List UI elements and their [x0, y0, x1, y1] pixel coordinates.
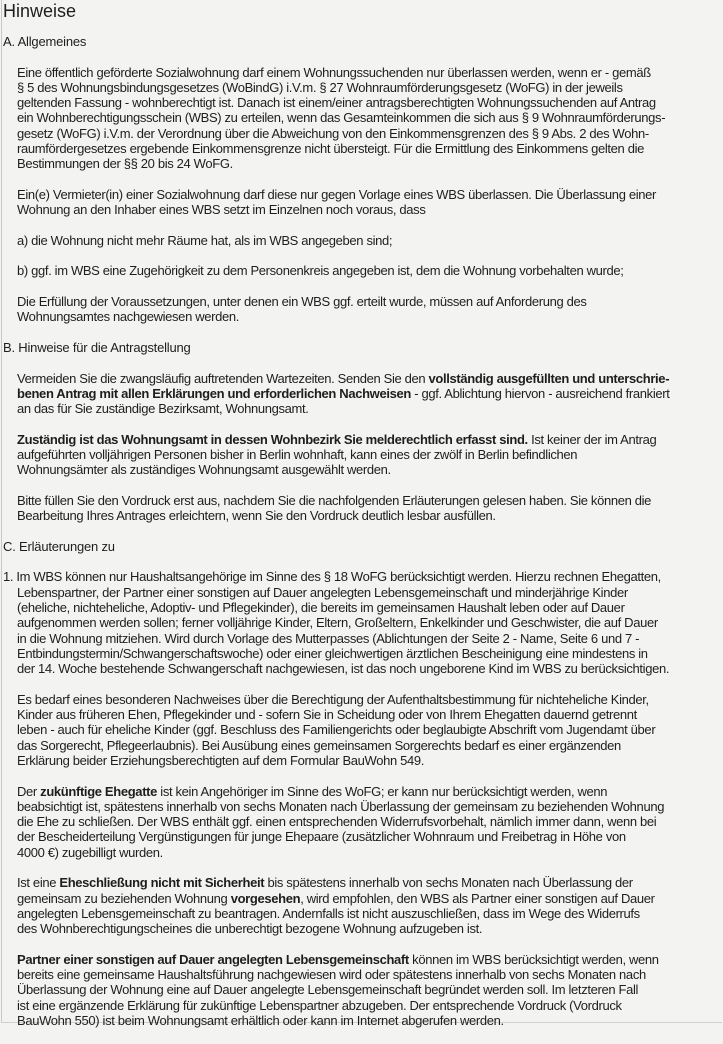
text-line	[0, 187, 723, 202]
bold-text: zukünftige Ehegatte	[40, 783, 158, 799]
text-line	[0, 447, 723, 462]
text-line	[0, 906, 723, 921]
text-line	[0, 386, 723, 401]
text-segment: Wohnungsamtes nachgewiesen werden.	[17, 309, 240, 325]
text-line	[0, 34, 723, 49]
paragraph	[0, 784, 723, 860]
text-segment: Ist keiner der im Antrag	[527, 431, 657, 447]
text-line	[0, 661, 723, 676]
text-segment: der 14. Woche bestehende Schwangerschaft nachgewiesen, ist das noch ungeborene Kind im WBS zu berücksichtigen.	[17, 661, 670, 677]
text-line	[0, 829, 723, 844]
text-line	[0, 799, 723, 814]
paragraph	[0, 875, 723, 936]
text-line	[0, 126, 723, 141]
text-line	[0, 921, 723, 936]
text-line	[0, 585, 723, 600]
text-segment: - ggf. Ablichtung hiervon - ausreichend frankiert	[410, 385, 670, 401]
text-line	[0, 95, 723, 110]
text-segment: a) die Wohnung nicht mehr Räume hat, als im WBS angegeben sind;	[17, 232, 393, 248]
text-segment: Die Erfüllung der Voraussetzungen, unter denen ein WBS ggf. erteilt wurde, müssen auf Anforderung des	[17, 294, 587, 310]
text-segment: bereits eine gemeinsame Haushaltsführung nachgewiesen wird oder spätestens innerhalb von sechs Monaten nach	[17, 967, 646, 983]
text-line	[0, 707, 723, 722]
paragraph	[0, 233, 723, 248]
text-segment: Kinder aus früheren Ehen, Pflegekinder und - sofern Sie in Scheidung oder von Ihrem Ehegatten dauernd getrennt	[17, 707, 637, 723]
text-line	[0, 508, 723, 523]
text-segment: Es bedarf eines besonderen Nachweises über die Berechtigung der Aufenthaltsbestimmung für nichteheliche Kinder,	[17, 691, 649, 707]
text-line	[0, 309, 723, 324]
text-segment: die Ehe zu schließen. Der WBS enthält ggf. einen entsprechenden Widerrufsvorbehalt, nämlich immer dann, wenn bei	[17, 814, 657, 830]
text-segment: raumfördergesetzes ergebende Einkommensgrenze nicht übersteigt. Für die Ermittlung des Einkommens gelten die	[17, 141, 644, 157]
text-segment: beabsichtigt ist, spätestens innerhalb von sechs Monaten nach Überlassung der gemeinsam zu beziehenden Wohnung	[17, 798, 665, 814]
text-line	[0, 294, 723, 309]
text-line	[0, 141, 723, 156]
text-segment: , wird empfohlen, den WBS als Partner einer sonstigen auf Dauer	[300, 890, 655, 906]
text-segment: 4000 €) zugebilligt wurden.	[17, 844, 163, 860]
paragraph	[0, 294, 723, 325]
text-line	[0, 784, 723, 799]
text-segment: Wohnungsämter als zuständiges Wohnungsamt ausgewählt werden.	[17, 462, 391, 478]
text-line	[0, 156, 723, 171]
text-segment: aufgenommen werden sollen; ferner volljährige Kinder, Eltern, Großeltern, Enkelkinder und Geschwister, die auf Dauer	[17, 615, 658, 631]
text-line	[0, 692, 723, 707]
text-segment: gemeinsam zu beziehenden Wohnung	[17, 890, 231, 906]
bold-text: Eheschließung nicht mit Sicherheit	[59, 875, 265, 891]
text-line	[0, 753, 723, 768]
text-segment: b) ggf. im WBS eine Zugehörigkeit zu dem Personenkreis angegeben ist, dem die Wohnung vorbehalten wurde;	[17, 263, 624, 279]
paragraph	[0, 952, 723, 1028]
text-segment: BauWohn 550) ist beim Wohnungsamt erhältlich oder kann im Internet abgerufen werden.	[17, 1013, 504, 1028]
numbered-item	[0, 569, 723, 676]
bold-text: Zuständig ist das Wohnungsamt in dessen Wohnbezirk Sie melderechtlich erfasst sind.	[17, 431, 528, 447]
text-line	[0, 722, 723, 737]
text-segment: Überlassung der Wohnung eine auf Dauer angelegte Lebensgemeinschaft begründet werden soll. Im letzteren Fall	[17, 982, 639, 998]
text-segment: Der	[17, 783, 41, 799]
text-segment: bis spätestens innerhalb von sechs Monaten nach Überlassung der	[264, 875, 633, 891]
text-segment: gesetz (WoFG) i.V.m. der Verordnung über die Abweichung von den Einkommensgrenzen des § 9 Abs. 2 des Wohn-	[17, 125, 649, 141]
text-segment: Bearbeitung Ihres Antrages erleichtern, wenn Sie den Vordruck deutlich lesbar ausfüllen.	[17, 508, 496, 524]
text-line	[0, 646, 723, 661]
text-segment: Erklärung beider Erziehungsberechtigten auf dem Formular BauWohn 549.	[17, 752, 425, 768]
text-segment: ein Wohnberechtigungsschein (WBS) zu erteilen, wenn das Gesamteinkommen die sich aus § 9 Wohnraumförderungs-	[17, 110, 666, 126]
text-segment: können im WBS berücksichtigt werden, wenn	[408, 951, 659, 967]
text-line	[0, 539, 723, 554]
text-segment: ist eine ergänzende Erklärung für zukünftige Lebenspartner abzugeben. Der entsprechende Vordruck (Vordruck	[17, 997, 622, 1013]
text-line	[0, 891, 723, 906]
text-segment: an das für Sie zuständige Bezirksamt, Wohnungsamt.	[17, 401, 309, 417]
paragraph	[0, 692, 723, 768]
section-heading	[0, 340, 723, 355]
text-line	[0, 1013, 723, 1028]
text-line	[0, 401, 723, 416]
text-line	[0, 600, 723, 615]
text-line	[0, 233, 723, 248]
text-line	[0, 462, 723, 477]
text-segment: B. Hinweise für die Antragstellung	[3, 339, 191, 355]
text-line	[0, 110, 723, 125]
section-heading	[0, 539, 723, 554]
text-line	[0, 80, 723, 95]
text-line	[0, 814, 723, 829]
text-segment: geltenden Fassung - wohnberechtigt ist. Danach ist einem/einer antragsberechtigten Wohnungssuchenden auf Antrag	[17, 95, 656, 111]
paragraph	[0, 371, 723, 417]
document-body	[0, 34, 723, 1044]
text-line	[0, 340, 723, 355]
section-heading	[0, 34, 723, 49]
paragraph	[0, 263, 723, 278]
text-line	[0, 998, 723, 1013]
text-segment: der Bescheiderteilung Vergünstigungen für junge Ehepaare (zusätzlicher Wohnraum und Freibetrag in Höhe von	[17, 829, 626, 845]
text-segment: § 5 des Wohnungsbindungsgesetzes (WoBindG) i.V.m. § 27 Wohnraumförderungsgesetz (WoFG) in der jeweils	[17, 79, 623, 95]
text-line	[0, 263, 723, 278]
bold-text: Partner einer sonstigen auf Dauer angelegten Lebensgemeinschaft	[17, 951, 409, 967]
text-segment: in die Wohnung mitziehen. Wird durch Vorlage des Mutterpasses (Ablichtungen der Seite 2 - Name, Seite 6 und 7 -	[17, 630, 640, 646]
text-line	[0, 432, 723, 447]
text-segment: ist kein Angehöriger im Sinne des WoFG; er kann nur berücksichtigt werden, wenn	[157, 783, 608, 799]
bold-text: benen Antrag mit allen Erklärungen und erforderlichen Nachweisen	[17, 385, 411, 401]
text-line	[0, 845, 723, 860]
paragraph	[0, 65, 723, 172]
text-segment: Bestimmungen der §§ 20 bis 24 WoFG.	[17, 156, 233, 172]
text-segment: Bitte füllen Sie den Vordruck erst aus, nachdem Sie die nachfolgenden Erläuterungen gelesen haben. Sie können die	[17, 492, 652, 508]
text-segment: Wohnung an den Inhaber eines WBS setzt im Einzelnen noch voraus, dass	[17, 202, 426, 218]
text-line	[0, 631, 723, 646]
text-line	[0, 615, 723, 630]
text-segment: A. Allgemeines	[3, 34, 87, 49]
text-segment: (eheliche, nichteheliche, Adoptiv- und Pflegekinder), die bereits im gemeinsamen Haushalt leben oder auf Dauer	[17, 599, 625, 615]
text-line	[0, 65, 723, 80]
text-segment: leben - auch für eheliche Kinder (ggf. Beschluss des Familiengerichts oder beglaubigte Abschrift vom Jugendamt über	[17, 722, 656, 738]
page-title: Hinweise	[3, 1, 77, 21]
text-line	[0, 493, 723, 508]
text-segment: Lebenspartner, der Partner einer sonstigen auf Dauer angelegten Lebensgemeinschaft und minderjährige Kinder	[17, 584, 628, 600]
text-line	[0, 982, 723, 997]
text-line	[0, 952, 723, 967]
text-segment: angelegten Lebensgemeinschaft zu beantragen. Andernfalls ist nicht auszuschließen, dass im Wege des Widerrufs	[17, 905, 640, 921]
text-segment: des Wohnberechtigungscheines die unberechtigt bezogene Wohnung aufzugeben ist.	[17, 921, 483, 937]
text-line	[0, 875, 723, 890]
paragraph	[0, 493, 723, 524]
text-segment: Eine öffentlich geförderte Sozialwohnung darf einem Wohnungssuchenden nur überlassen werden, wenn er - gemäß	[17, 64, 651, 80]
text-segment: C. Erläuterungen zu	[3, 538, 115, 554]
text-segment: Ein(e) Vermieter(in) einer Sozialwohnung darf diese nur gegen Vorlage eines WBS überlassen. Die Überlassung einer	[17, 186, 656, 202]
text-segment: das Sorgerecht, Pflegeerlaubnis). Bei Ausübung eines gemeinsamen Sorgerechts bedarf es einer ergänzenden	[17, 737, 621, 753]
paragraph	[0, 187, 723, 218]
text-line	[0, 967, 723, 982]
text-segment: Vermeiden Sie die zwangsläufig auftretenden Wartezeiten. Senden Sie den	[17, 370, 429, 386]
text-line	[0, 738, 723, 753]
text-line	[0, 202, 723, 217]
bold-text: vollständig ausgefüllten und unterschrie-	[428, 370, 670, 386]
paragraph	[0, 432, 723, 478]
text-segment: Ist eine	[17, 875, 60, 891]
text-line	[0, 371, 723, 386]
text-segment: Entbindungstermin/Schwangerschaftswoche) oder einer gleichwertigen ärztlichen Bescheinigung eine mindestens in	[17, 645, 648, 661]
text-segment: aufgeführten volljährigen Personen bisher in Berlin wohnhaft, kann eines der zwölf in Berlin befindlichen	[17, 447, 578, 463]
text-segment: 1. Im WBS können nur Haushaltsangehörige im Sinne des § 18 WoFG berücksichtigt werden. Hierzu rechnen Ehegatten,	[3, 569, 661, 585]
bold-text: vorgesehen	[230, 890, 301, 906]
text-line	[0, 569, 723, 584]
